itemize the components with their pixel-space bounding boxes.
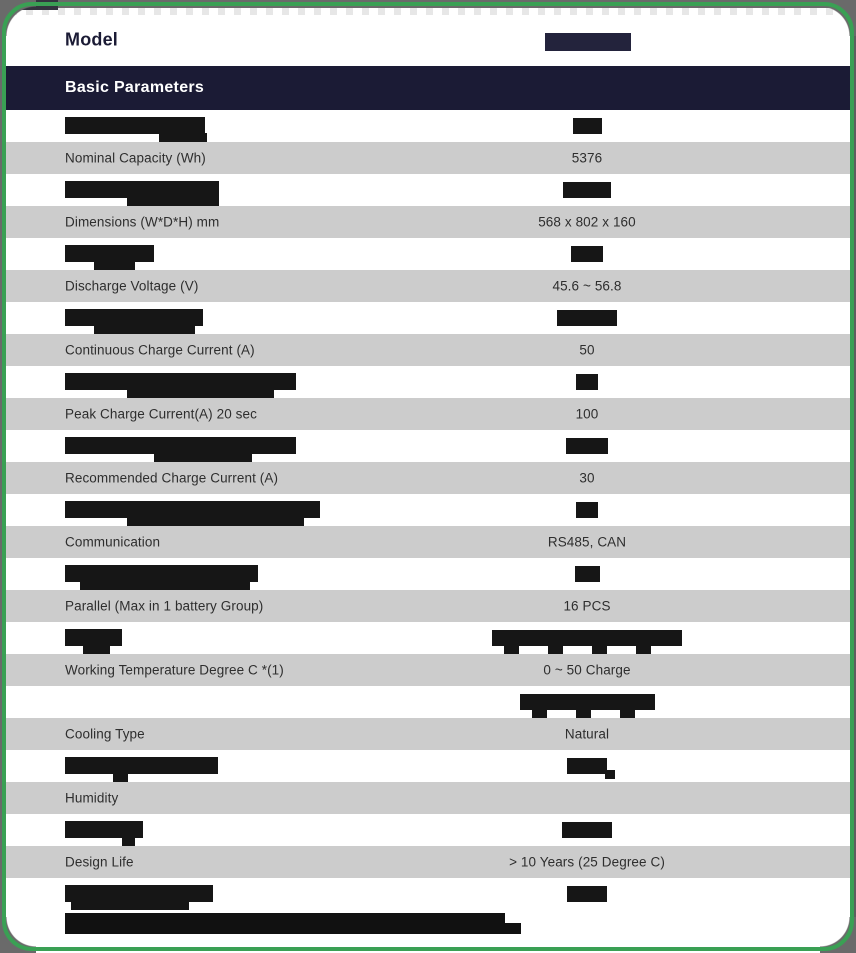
row-label: Humidity [65, 790, 119, 806]
redacted-value-bar [567, 886, 607, 902]
table-row [0, 846, 856, 878]
row-label: Dimensions (W*D*H) mm [65, 214, 220, 230]
table-row [0, 782, 856, 814]
section-header-bar [0, 66, 856, 110]
corner-backdrop-top-left [0, 0, 36, 36]
redacted-value-bar [562, 822, 612, 838]
row-value: 100 [575, 406, 599, 422]
redacted-label-descender-bar [127, 517, 304, 526]
redacted-label-bar [65, 821, 143, 838]
table-row [0, 462, 856, 494]
table-row [0, 558, 856, 590]
table-row [0, 142, 856, 174]
redacted-value-bar [563, 182, 611, 198]
table-row [0, 334, 856, 366]
row-label: Working Temperature Degree C *(1) [65, 662, 284, 678]
redacted-label-descender-bar [122, 837, 135, 846]
redacted-label-descender-bar [94, 261, 135, 270]
table-row [0, 654, 856, 686]
redacted-label-descender-bar [127, 389, 274, 398]
redacted-value-bar [573, 118, 602, 134]
redacted-label-bar [65, 117, 205, 134]
model-header-row [0, 14, 856, 66]
table-row [0, 398, 856, 430]
table-row [0, 206, 856, 238]
redacted-label-bar [65, 501, 320, 518]
table-row [0, 110, 856, 142]
redacted-label-descender-bar [80, 581, 250, 590]
page-top-edge [0, 0, 856, 8]
redacted-value-bar [566, 438, 608, 454]
redacted-value-descender-tabs [532, 709, 643, 718]
row-label: Continuous Charge Current (A) [65, 342, 255, 358]
row-label: Peak Charge Current(A) 20 sec [65, 406, 257, 422]
redacted-label-descender-bar [154, 453, 252, 462]
table-row [0, 718, 856, 750]
redacted-label-bar [65, 437, 296, 454]
redacted-label-descender-bar [113, 773, 128, 782]
redacted-value-bar [557, 310, 617, 326]
redacted-label-bar [65, 373, 296, 390]
redacted-label-bar [65, 181, 219, 198]
redacted-value-bar [492, 630, 682, 646]
corner-backdrop-top-right [820, 0, 856, 36]
table-row [0, 430, 856, 462]
table-row [0, 590, 856, 622]
row-label: Parallel (Max in 1 battery Group) [65, 598, 264, 614]
table-row [0, 526, 856, 558]
redacted-value-descender-tabs [504, 645, 670, 654]
redacted-label-descender-bar [83, 645, 110, 654]
table-row [0, 686, 856, 718]
row-value: Natural [564, 726, 610, 742]
redacted-value-bar [520, 694, 655, 710]
row-label: Recommended Charge Current (A) [65, 470, 279, 486]
row-label: Design Life [65, 854, 134, 870]
redacted-label-descender-bar [159, 133, 207, 142]
redacted-label-bar [65, 757, 218, 774]
table-row [0, 494, 856, 526]
model-label: Model [65, 29, 118, 50]
table-row [0, 302, 856, 334]
row-value: 0 ~ 50 Charge [543, 662, 631, 678]
redacted-label-descender-bar [94, 325, 195, 334]
table-row [0, 814, 856, 846]
redacted-value-tail [605, 770, 615, 779]
row-label: Nominal Capacity (Wh) [65, 150, 206, 166]
redacted-label-bar [65, 629, 122, 646]
row-value: 568 x 802 x 160 [538, 214, 636, 230]
redacted-label-bar [65, 565, 258, 582]
row-label: Discharge Voltage (V) [65, 278, 199, 294]
redacted-value-bar [575, 566, 600, 582]
redacted-model-value-bar [545, 33, 631, 51]
row-value: 16 PCS [563, 598, 611, 614]
redacted-label-descender-bar [71, 901, 189, 910]
footnote-row [0, 910, 856, 940]
redacted-label-bar [65, 309, 203, 326]
redacted-footnote-bar [65, 913, 505, 934]
redacted-value-bar [567, 758, 607, 774]
redacted-value-bar [576, 374, 598, 390]
table-row [0, 750, 856, 782]
row-value: 45.6 ~ 56.8 [552, 278, 622, 294]
redacted-label-bar [65, 885, 213, 902]
table-row [0, 174, 856, 206]
top-dashed-band [10, 8, 846, 15]
row-value: 30 [579, 470, 595, 486]
row-value: 50 [579, 342, 595, 358]
section-title: Basic Parameters [65, 79, 205, 96]
row-label: Communication [65, 534, 161, 550]
table-row [0, 622, 856, 654]
row-value: RS485, CAN [547, 534, 627, 550]
table-row [0, 238, 856, 270]
redacted-footnote-tail [505, 923, 521, 934]
redacted-value-bar [571, 246, 603, 262]
table-row [0, 878, 856, 910]
redacted-label-bar [65, 245, 154, 262]
table-row [0, 366, 856, 398]
redacted-value-bar [576, 502, 598, 518]
row-value: 5376 [571, 150, 603, 166]
redacted-label-descender-bar [127, 197, 219, 206]
parameters-table [0, 110, 856, 910]
row-label: Cooling Type [65, 726, 145, 742]
page-left-edge [0, 0, 2, 953]
corner-backdrop-bottom-left [0, 917, 36, 953]
table-row [0, 270, 856, 302]
corner-backdrop-bottom-right [820, 917, 856, 953]
row-value: > 10 Years (25 Degree C) [509, 854, 665, 870]
